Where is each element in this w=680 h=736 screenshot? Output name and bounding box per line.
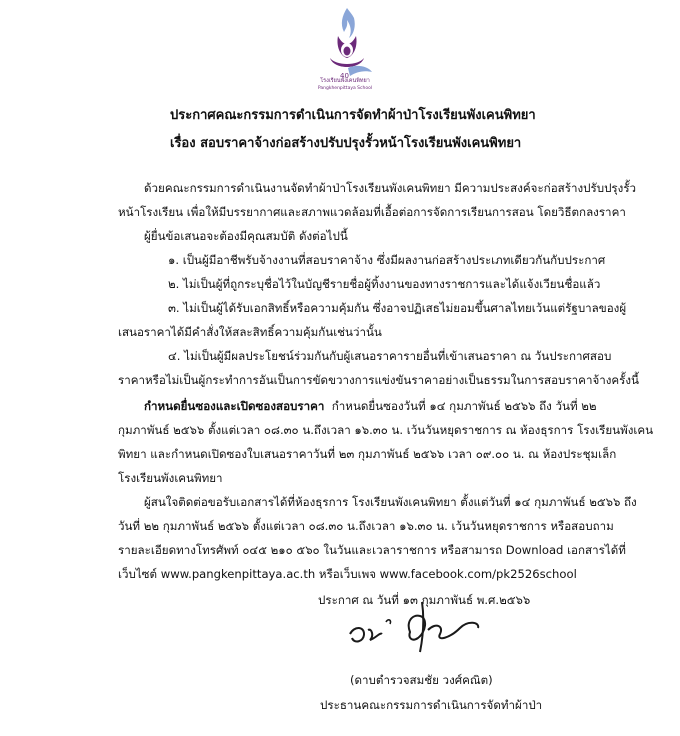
announcement-date: ประกาศ ณ วันที่ ๑๓ กุมภาพันธ์ พ.ศ.๒๕๖๖: [318, 593, 531, 607]
condition-3-line-2: เสนอราคาได้มีคำสั่งให้สละสิทธิ์ความคุ้มกันเช่นว่านั้น: [118, 325, 382, 339]
logo-school-subtitle: Pangkhenpittaya School: [317, 86, 373, 91]
announcement-subject: เรื่อง สอบราคาจ้างก่อสร้างปรับปรุงรั้วหน้าโรงเรียนพังเคนพิทยา: [170, 136, 522, 151]
schedule-text-1: กำหนดยื่นซองวันที่ ๑๔ กุมภาพันธ์ ๒๕๖๖ ถึง วันที่ ๒๒: [331, 399, 597, 413]
signer-position: ประธานคณะกรรมการดำเนินการจัดทำผ้าป่า: [320, 698, 543, 712]
condition-2: ๒. ไม่เป็นผู้ที่ถูกระบุชื่อไว้ในบัญชีรายชื่อผู้ทิ้งงานของทางราชการและได้แจ้งเวียนชื่อแล้ว: [168, 277, 601, 291]
intro-line-3: ผู้ยื่นข้อเสนอจะต้องมีคุณสมบัติ ดังต่อไปนี้: [144, 229, 348, 243]
announcement-title: ประกาศคณะกรรมการดำเนินการจัดทำผ้าป่าโรงเรียนพังเคนพิทยา: [170, 108, 536, 123]
condition-1: ๑. เป็นผู้มีอาชีพรับจ้างงานที่สอบราคาจ้าง ซึ่งมีผลงานก่อสร้างประเภทเดียวกันกับประกาศ: [168, 253, 606, 267]
logo-school-name: โรงเรียนพังเคนพิทยา: [320, 78, 370, 84]
contact-line-4: เว็บไซต์ www.pangkenpittaya.ac.th หรือเว็บเพจ www.facebook.com/pk2526school: [118, 567, 577, 581]
schedule-line-3: พิทยา และกำหนดเปิดซองใบเสนอราคาวันที่ ๒๓ กุมภาพันธ์ ๒๕๖๖ เวลา ๐๙.๐๐ น. ณ ห้องประชุมเล็ก: [118, 447, 617, 461]
condition-3-line-1: ๓. ไม่เป็นผู้ได้รับเอกสิทธิ์หรือความคุ้มกัน ซึ่งอาจปฏิเสธไม่ยอมขึ้นศาลไทยเว้นแต่รัฐบาลของผู้: [168, 301, 627, 315]
handwritten-signature: [340, 592, 490, 662]
contact-line-1: ผู้สนใจติดต่อขอรับเอกสารได้ที่ห้องธุรการ โรงเรียนพังเคนพิทยา ตั้งแต่วันที่ ๑๔ กุมภาพันธ์ ๒๕๖๖ ถึง: [144, 495, 637, 509]
schedule-line-2: กุมภาพันธ์ ๒๕๖๖ ตั้งแต่เวลา ๐๘.๓๐ น.ถึงเวลา ๑๖.๓๐ น. เว้นวันหยุดราชการ ณ ห้องธุรการ โรงเรียนพังเคน: [118, 423, 654, 437]
contact-line-3: รายละเอียดทางโทรศัพท์ ๐๔๕ ๒๑๐ ๕๖๐ ในวันและเวลาราชการ หรือสามารถ Download เอกสารได้ที่: [118, 543, 626, 557]
schedule-line-4: โรงเรียนพังเคนพิทยา: [118, 471, 223, 485]
intro-line-1: ด้วยคณะกรรมการดำเนินงานจัดทำผ้าป่าโรงเรียนพังเคนพิทยา มีความประสงค์จะก่อสร้างปรับปรุงรั้ว: [144, 181, 637, 195]
intro-line-2: หน้าโรงเรียน เพื่อให้มีบรรยากาศและสภาพแวดล้อมที่เอื้อต่อการจัดการเรียนการสอน โดยวิธีตกลงราคา: [118, 205, 626, 219]
contact-line-2: วันที่ ๒๒ กุมภาพันธ์ ๒๕๖๖ ตั้งแต่เวลา ๐๘.๓๐ น.ถึงเวลา ๑๖.๓๐ น. เว้นวันหยุดราชการ หรือสอบถาม: [118, 519, 614, 533]
schedule-heading: กำหนดยื่นซองและเปิดซองสอบราคา: [144, 399, 325, 413]
schedule-line-1: [144, 399, 597, 413]
school-logo: [318, 6, 376, 86]
signer-name: (ดาบตำรวจสมชัย วงศ์คณิต): [350, 673, 493, 687]
condition-4-line-1: ๔. ไม่เป็นผู้มีผลประโยชน์ร่วมกันกับผู้เสนอราคารายอื่นที่เข้าเสนอราคา ณ วันประกาศสอบ: [168, 349, 612, 363]
condition-4-line-2: ราคาหรือไม่เป็นผู้กระทำการอันเป็นการขัดขวางการแข่งขันราคาอย่างเป็นธรรมในการสอบราคาจ้างครั้งนี้: [118, 373, 639, 387]
svg-text:40: 40: [340, 72, 349, 80]
